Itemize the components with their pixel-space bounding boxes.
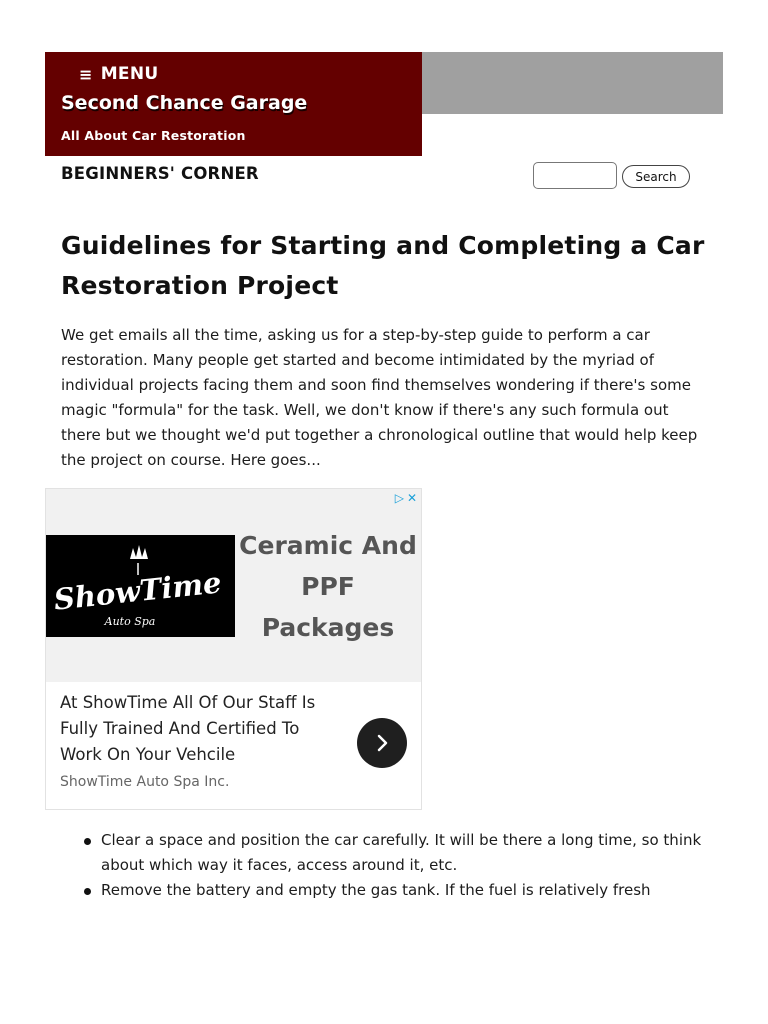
- ad-open-button[interactable]: [357, 718, 407, 768]
- hamburger-icon: ≡: [79, 64, 93, 84]
- showtime-logo: [46, 535, 235, 637]
- menu-label: MENU: [100, 64, 159, 84]
- ad-logo-text: ShowTime: [52, 565, 223, 617]
- header-banner-area: [422, 52, 723, 114]
- steps-list: [61, 828, 711, 903]
- ad-body-text[interactable]: At ShowTime All Of Our Staff Is Fully Trained And Certified To Work On Your Vehcile: [60, 693, 316, 764]
- site-tagline: All About Car Restoration: [61, 128, 246, 143]
- ad-logo[interactable]: [46, 535, 235, 637]
- chevron-right-icon: [373, 734, 391, 752]
- adchoices-icon[interactable]: ▷: [394, 491, 404, 505]
- search-button[interactable]: Search: [622, 165, 690, 188]
- advertisement[interactable]: [45, 488, 422, 810]
- article-intro: We get emails all the time, asking us for a step-by-step guide to perform a car restoration. Many people get started and become intimidated by the myriad of individual projects facing them and soon find themselves wondering if there's some magic "formula" for the task. Well, we don't know if there's any such formula out there but we thought we'd put together a chronological outline that would help keep the project on course. Here goes...: [61, 326, 698, 469]
- ad-choices[interactable]: [395, 491, 417, 505]
- close-icon[interactable]: ✕: [406, 491, 417, 505]
- list-item: Clear a space and position the car carefully. It will be there a long time, so think about which way it faces, access around it, etc.: [61, 828, 711, 878]
- menu-button[interactable]: [79, 64, 158, 84]
- site-title[interactable]: Second Chance Garage: [61, 92, 308, 114]
- article-title: Guidelines for Starting and Completing a Car Restoration Project: [61, 231, 705, 300]
- ad-logo-subtext: Auto Spa: [104, 615, 156, 628]
- search-input[interactable]: [533, 162, 617, 189]
- ad-headline[interactable]: Ceramic And PPF Packages: [239, 531, 417, 642]
- ad-advertiser[interactable]: ShowTime Auto Spa Inc.: [60, 774, 230, 790]
- list-item: Remove the battery and empty the gas tank. If the fuel is relatively fresh: [61, 878, 711, 903]
- section-label[interactable]: BEGINNERS' CORNER: [61, 164, 259, 183]
- site-header: [45, 52, 422, 156]
